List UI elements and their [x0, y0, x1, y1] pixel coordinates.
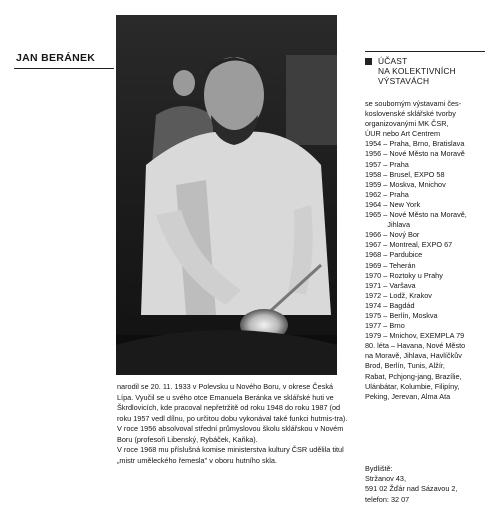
exhibition-entry: 1958 – Brusel, EXPO 58 [365, 169, 445, 179]
header-rule [14, 68, 114, 69]
exhibitions-list [365, 99, 491, 402]
exhibition-entry: 1962 – Praha [365, 189, 409, 199]
bio-paragraph: V roce 1968 mu příslušná komise ministerstva kultury ČSR udělila titul „mistr uměleckého řemesla" v oboru hutního skla. [117, 445, 344, 465]
heading-line: VÝSTAVÁCH [378, 76, 430, 86]
intro-line: ÚUR nebo Art Centrem [365, 129, 441, 139]
exhibition-entry: 1966 – Nový Bor [365, 230, 420, 240]
biography-text [117, 382, 349, 466]
artist-name: JAN BERÁNEK [16, 52, 96, 64]
exhibition-entry: 1974 – Bagdád [365, 300, 415, 310]
residence-address [365, 464, 458, 505]
intro-line: koslovenské sklářské tvorby [365, 109, 456, 119]
exhibition-entry: 1959 – Moskva, Mnichov [365, 179, 446, 189]
exhibition-entry: na Moravě, Jihlava, Havlíčkův [365, 351, 462, 361]
bio-paragraph: narodil se 20. 11. 1933 v Polevsku u Nového Boru, v okrese Česká Lípa. Vyučil se u svého otce Emanuela Beránka ve sklářské huti ve Škrdlovicích, kde pracoval nepřetržitě od roku 1948 do roku 1987 (od roku 1957 vedl dílnu, po určitou dobu vykonával také funkci hutmis-tra). V roce 1956 absolvoval střední průmyslovou školu sklářskou v Novém Boru (profesoři Libenský, Rybáček, Kaňka). [117, 382, 348, 444]
intro-line: se souborným výstavami čes- [365, 99, 462, 108]
exhibition-entry: 1957 – Praha [365, 159, 409, 169]
address-line: Stržanov 43, [365, 474, 406, 484]
exhibition-entry: Ulánbátar, Kolumbie, Filipíny, [365, 381, 460, 391]
exhibition-entry: 1970 – Roztoky u Prahy [365, 270, 443, 280]
exhibition-entry: 1967 – Montreal, EXPO 67 [365, 240, 453, 250]
exhibition-entry: Jihlava [365, 220, 411, 230]
heading-line: NA KOLEKTIVNÍCH [378, 66, 456, 76]
exhibitions-heading [365, 56, 456, 86]
exhibition-entry: 1969 – Teherán [365, 260, 416, 270]
exhibition-entry: 1956 – Nové Město na Moravě [365, 149, 465, 159]
exhibition-entry: 80. léta – Havana, Nové Město [365, 341, 466, 351]
exhibition-entry: 1968 – Pardubice [365, 250, 423, 260]
intro-line: organizovanými MK ČSR, [365, 119, 449, 129]
exhibition-entry: 1975 – Berlín, Moskva [365, 310, 438, 320]
address-line: 591 02 Žďár nad Sázavou 2, [365, 484, 458, 494]
heading-line: ÚČAST [378, 56, 408, 66]
exhibition-entry: 1954 – Praha, Brno, Bratislava [365, 139, 465, 149]
exhibition-entry: 1977 – Brno [365, 321, 405, 331]
exhibition-entry: Peking, Jerevan, Alma Ata [365, 391, 451, 401]
glassblower-photo [116, 15, 337, 375]
exhibition-entry: 1965 – Nové Město na Moravě, [365, 210, 467, 220]
square-bullet-icon [365, 58, 372, 65]
exhibition-entry: Brod, Berlín, Tunis, Alžír, [365, 361, 445, 371]
exhibition-entry: 1979 – Mnichov, EXEMPLA 79 [365, 331, 465, 341]
exhibition-entry: 1972 – Lodž, Krakov [365, 290, 432, 300]
exhibition-entry: 1971 – Varšava [365, 280, 416, 290]
address-line: telefon: 32 07 [365, 494, 410, 504]
exhibitions-intro [365, 99, 491, 139]
address-line: Bydliště: [365, 464, 393, 473]
exhibition-entry: Rabat, Pchjong-jang, Brazílie, [365, 371, 462, 381]
section-rule [365, 51, 485, 52]
exhibition-entry: 1964 – New York [365, 199, 421, 209]
